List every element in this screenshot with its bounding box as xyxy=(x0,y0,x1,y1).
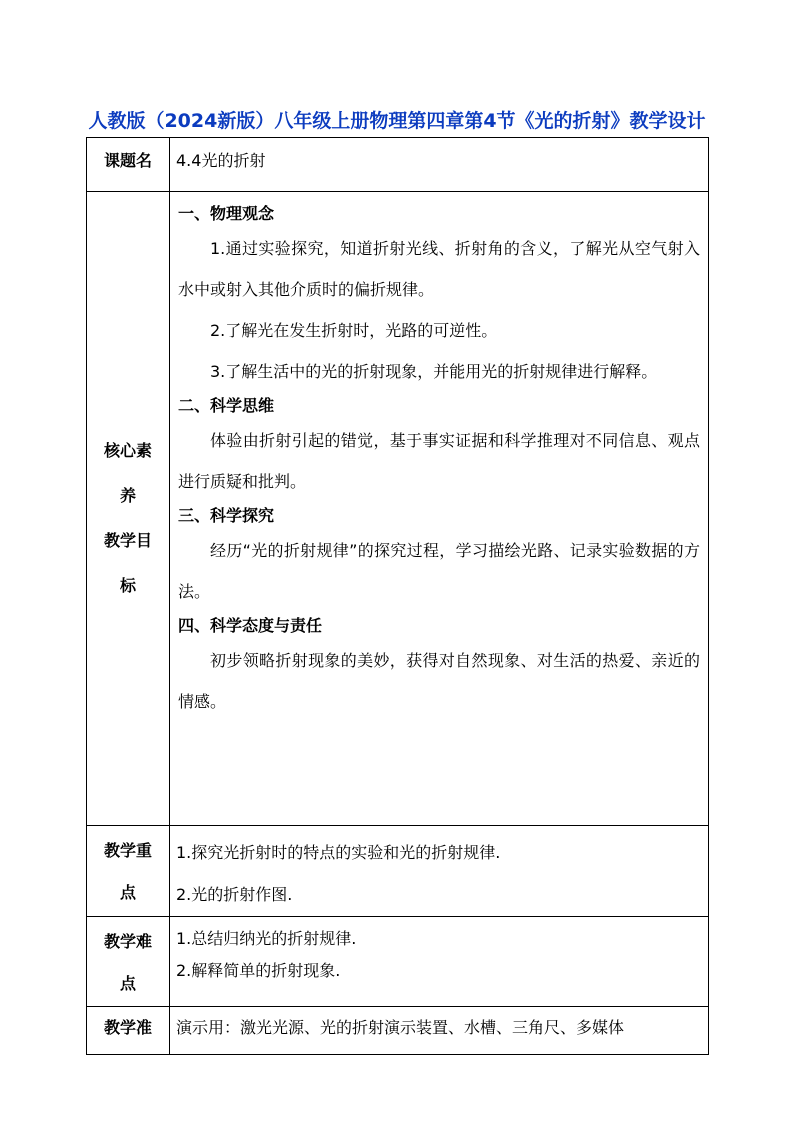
key-point-item: 2.光的折射作图. xyxy=(176,885,293,904)
difficulties-label-line: 教学难 xyxy=(103,932,152,951)
difficulties-label-line: 点 xyxy=(119,974,136,993)
preparation-value: 演示用：激光光源、光的折射演示装置、水槽、三角尺、多媒体 xyxy=(170,1007,709,1055)
goal-paragraph: 初步领略折射现象的美妙，获得对自然现象、对生活的热爱、亲近的情感。 xyxy=(178,651,700,711)
key-points-content xyxy=(170,826,709,917)
goal-paragraph: 3.了解生活中的光的折射现象，并能用光的折射规律进行解释。 xyxy=(210,362,658,381)
key-points-label-line: 教学重 xyxy=(103,841,152,860)
difficulties-label xyxy=(87,917,170,1007)
section-title-scientific-inquiry: 三、科学探究 xyxy=(178,506,275,525)
goal-paragraph: 2.了解光在发生折射时，光路的可逆性。 xyxy=(210,321,498,340)
goal-paragraph: 经历“光的折射规律”的探究过程，学习描绘光路、记录实验数据的方法。 xyxy=(178,541,700,601)
topic-value: 4.4光的折射 xyxy=(170,138,709,192)
goals-label xyxy=(87,192,170,826)
table-row-goals xyxy=(87,192,709,826)
difficulties-content xyxy=(170,917,709,1007)
difficulty-item: 2.解释简单的折射现象. xyxy=(176,961,341,980)
topic-label: 课题名 xyxy=(87,138,170,192)
table-row-difficulties xyxy=(87,917,709,1007)
goals-content xyxy=(170,192,709,826)
goals-label-line: 教学目 xyxy=(103,531,152,550)
goals-label-line: 标 xyxy=(119,576,136,595)
lesson-plan-table xyxy=(86,137,709,1055)
document-title: 人教版（2024新版）八年级上册物理第四章第4节《光的折射》教学设计 xyxy=(88,110,706,132)
section-title-attitude-responsibility: 四、科学态度与责任 xyxy=(178,616,323,635)
key-points-label-line: 点 xyxy=(119,883,136,902)
key-point-item: 1.探究光折射时的特点的实验和光的折射规律. xyxy=(176,843,501,862)
section-title-scientific-thinking: 二、科学思维 xyxy=(178,396,275,415)
difficulty-item: 1.总结归纳光的折射规律. xyxy=(176,929,357,948)
key-points-label xyxy=(87,826,170,917)
table-row-topic xyxy=(87,138,709,192)
goal-paragraph: 体验由折射引起的错觉，基于事实证据和科学推理对不同信息、观点进行质疑和批判。 xyxy=(178,431,700,491)
preparation-label: 教学准 xyxy=(87,1007,170,1055)
table-row-key-points xyxy=(87,826,709,917)
goal-paragraph: 1.通过实验探究，知道折射光线、折射角的含义，了解光从空气射入水中或射入其他介质时的偏折规律。 xyxy=(178,239,700,299)
goals-label-line: 核心素 xyxy=(103,441,152,460)
section-title-physics-concept: 一、物理观念 xyxy=(178,204,275,223)
table-row-preparation xyxy=(87,1007,709,1055)
goals-label-line: 养 xyxy=(119,486,136,505)
